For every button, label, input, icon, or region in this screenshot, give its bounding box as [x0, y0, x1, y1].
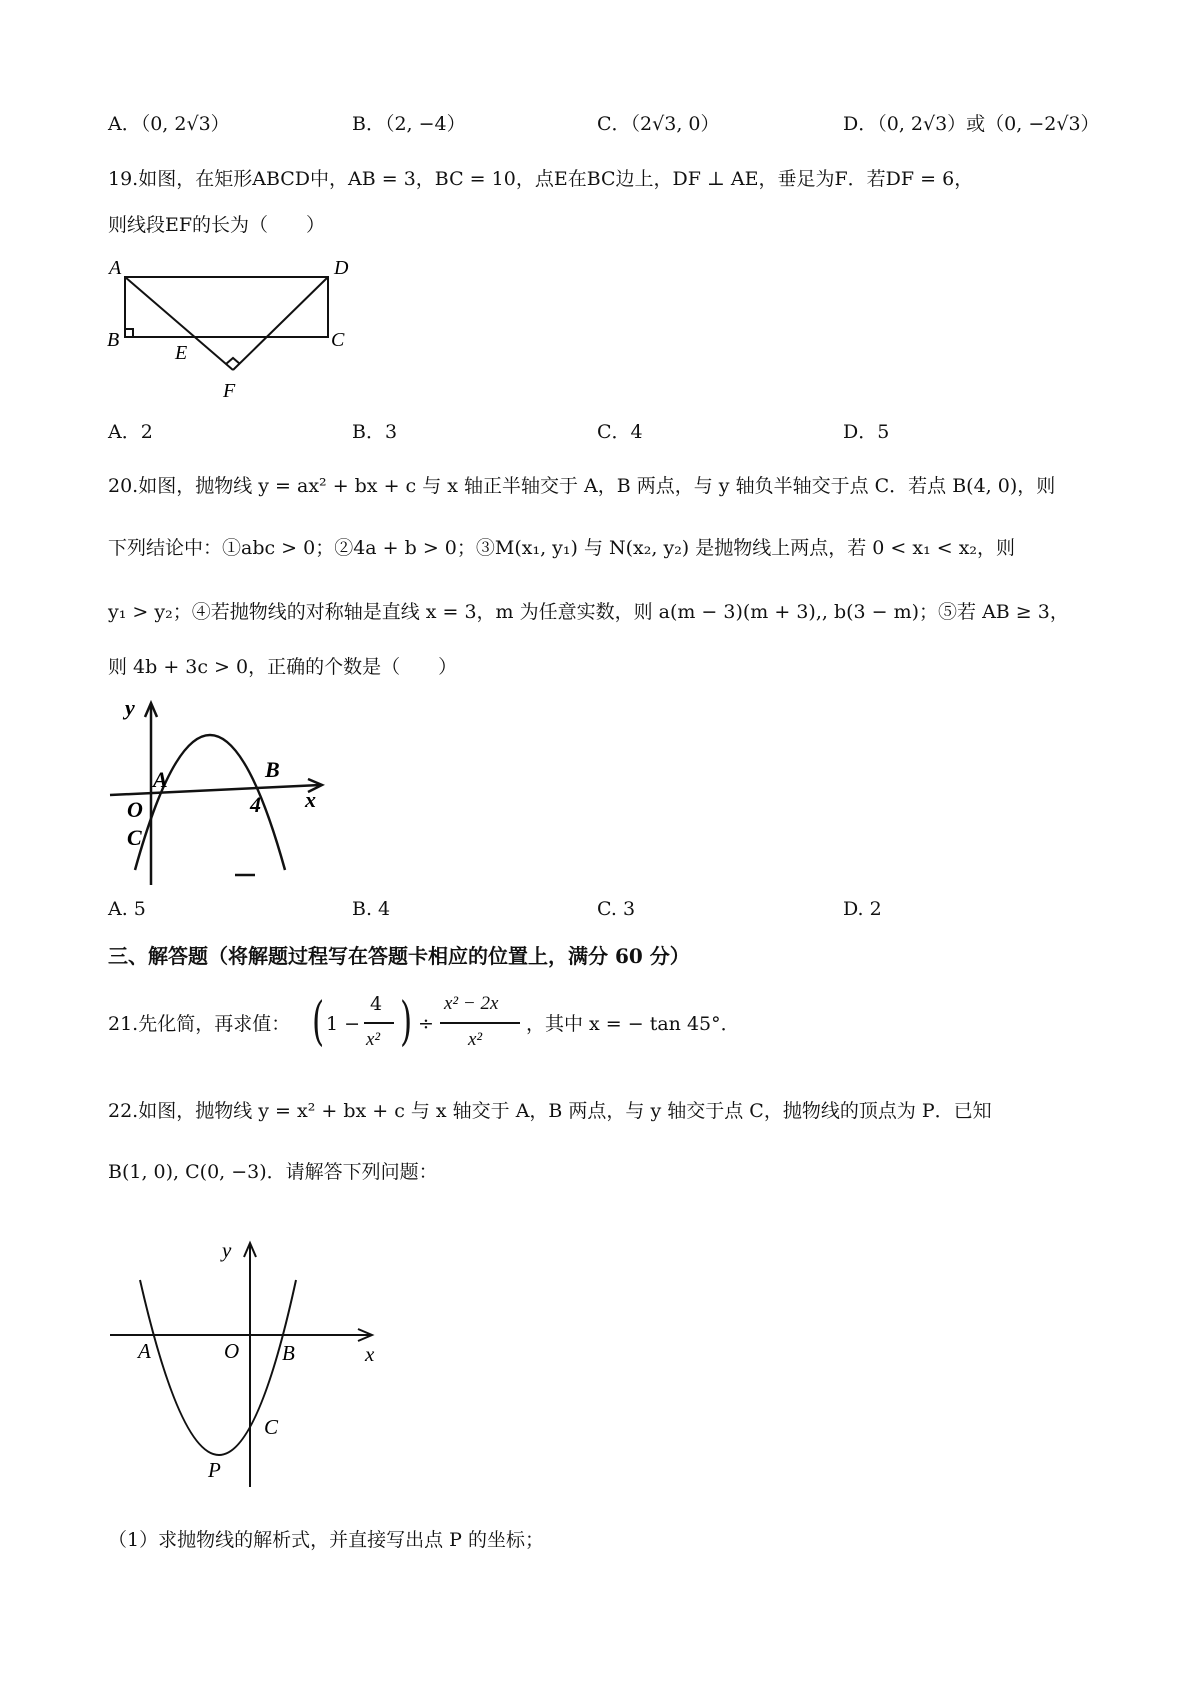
q19-option-a: A．2: [108, 421, 153, 443]
q20-stem-line1: 20.如图，抛物线 y = ax² + bx + c 与 x 轴正半轴交于 A，B 两点，与 y 轴负半轴交于点 C．若点 B(4, 0)，则: [108, 475, 1056, 497]
q20-option-c: C. 3: [597, 898, 636, 920]
section-heading: 三、解答题（将解题过程写在答题卡相应的位置上，满分 60 分）: [108, 944, 690, 968]
q19-stem-line1: 19.如图，在矩形ABCD中，AB = 3，BC = 10，点E在BC边上，DF ⊥ AE，垂足为F．若DF = 6，: [108, 168, 974, 190]
q19-right-angle-f: [226, 358, 240, 364]
q22-label-y: y: [222, 1238, 232, 1262]
q19-option-b: B．3: [352, 421, 398, 443]
q19-label-f: F: [223, 380, 236, 402]
q19-label-a: A: [109, 257, 122, 279]
q20-parabola: [135, 735, 285, 870]
q22-label-a: A: [138, 1339, 151, 1363]
q19-label-b: B: [107, 329, 120, 351]
q21-frac2-den: x²: [468, 1029, 483, 1050]
q22-label-x: x: [365, 1342, 375, 1366]
q18-option-b: B．（2, −4）: [352, 113, 466, 135]
q21-frac1-bar: [364, 1022, 394, 1024]
q21-expression: [108, 990, 808, 1060]
q19-label-c: C: [331, 329, 345, 351]
q20-figure: [105, 695, 325, 885]
q21-left-paren: (: [312, 992, 325, 1052]
q20-label-x: x: [305, 787, 316, 812]
q21-one-minus: 1 −: [326, 1013, 361, 1035]
q19-stem-line2: 则线段EF的长为（ ）: [108, 214, 326, 236]
q22-figure: [100, 1225, 380, 1495]
q20-option-b: B. 4: [352, 898, 391, 920]
q21-frac1-den: x²: [366, 1029, 381, 1050]
q20-x-axis: [110, 785, 320, 795]
q21-lead: 21.先化简，再求值：: [108, 1013, 291, 1035]
q22-label-o: O: [224, 1339, 240, 1363]
q22-label-b: B: [282, 1341, 295, 1365]
q21-right-paren: ): [400, 992, 413, 1052]
q20-label-four: 4: [250, 792, 261, 817]
q20-stem-line3: y₁ > y₂；④若抛物线的对称轴是直线 x = 3，m 为任意实数，则 a(m − 3)(m + 3),, b(3 − m)；⑤若 AB ≥ 3，: [108, 601, 1069, 623]
q19-option-d: D．5: [843, 421, 890, 443]
q22-label-c: C: [264, 1415, 279, 1439]
q20-stem-line2: 下列结论中：①abc > 0；②4a + b > 0；③M(x₁, y₁) 与 N(x₂, y₂) 是抛物线上两点，若 0 < x₁ < x₂，则: [108, 537, 1016, 559]
q18-option-a: A．（0, 2√3）: [108, 113, 230, 135]
q22-stem-line2: B(1, 0), C(0, −3)．请解答下列问题：: [108, 1161, 438, 1183]
q21-divide: ÷: [418, 1013, 434, 1035]
q19-label-d: D: [334, 257, 349, 279]
q20-label-o: O: [127, 797, 143, 822]
q21-frac1-num: 4: [370, 993, 383, 1015]
q22-subquestion-1: （1）求抛物线的解析式，并直接写出点 P 的坐标；: [108, 1529, 544, 1551]
q21-frac2-num: x² − 2x: [444, 993, 499, 1014]
q19-segment-df: [233, 277, 328, 370]
q18-option-d: D．（0, 2√3）或（0, −2√3）: [843, 113, 1100, 135]
q20-label-y: y: [125, 695, 135, 720]
q20-option-d: D. 2: [843, 898, 882, 920]
q19-right-angle-b: [125, 329, 133, 337]
q20-option-a: A. 5: [108, 898, 146, 920]
q19-option-c: C．4: [597, 421, 643, 443]
q20-label-c: C: [127, 825, 142, 850]
q20-stem-line4: 则 4b + 3c > 0，正确的个数是（ ）: [108, 656, 458, 678]
q20-label-a: A: [153, 767, 168, 792]
q18-option-c: C．（2√3, 0）: [597, 113, 720, 135]
q20-label-b: B: [265, 757, 280, 782]
q19-figure: [105, 252, 365, 412]
q21-frac2-bar: [440, 1022, 520, 1024]
q19-label-e: E: [175, 342, 188, 364]
q22-label-p: P: [208, 1458, 221, 1482]
q22-stem-line1: 22.如图，抛物线 y = x² + bx + c 与 x 轴交于 A，B 两点，与 y 轴交于点 C，抛物线的顶点为 P．已知: [108, 1100, 992, 1122]
q21-tail: ，其中 x = − tan 45°．: [526, 1013, 740, 1035]
